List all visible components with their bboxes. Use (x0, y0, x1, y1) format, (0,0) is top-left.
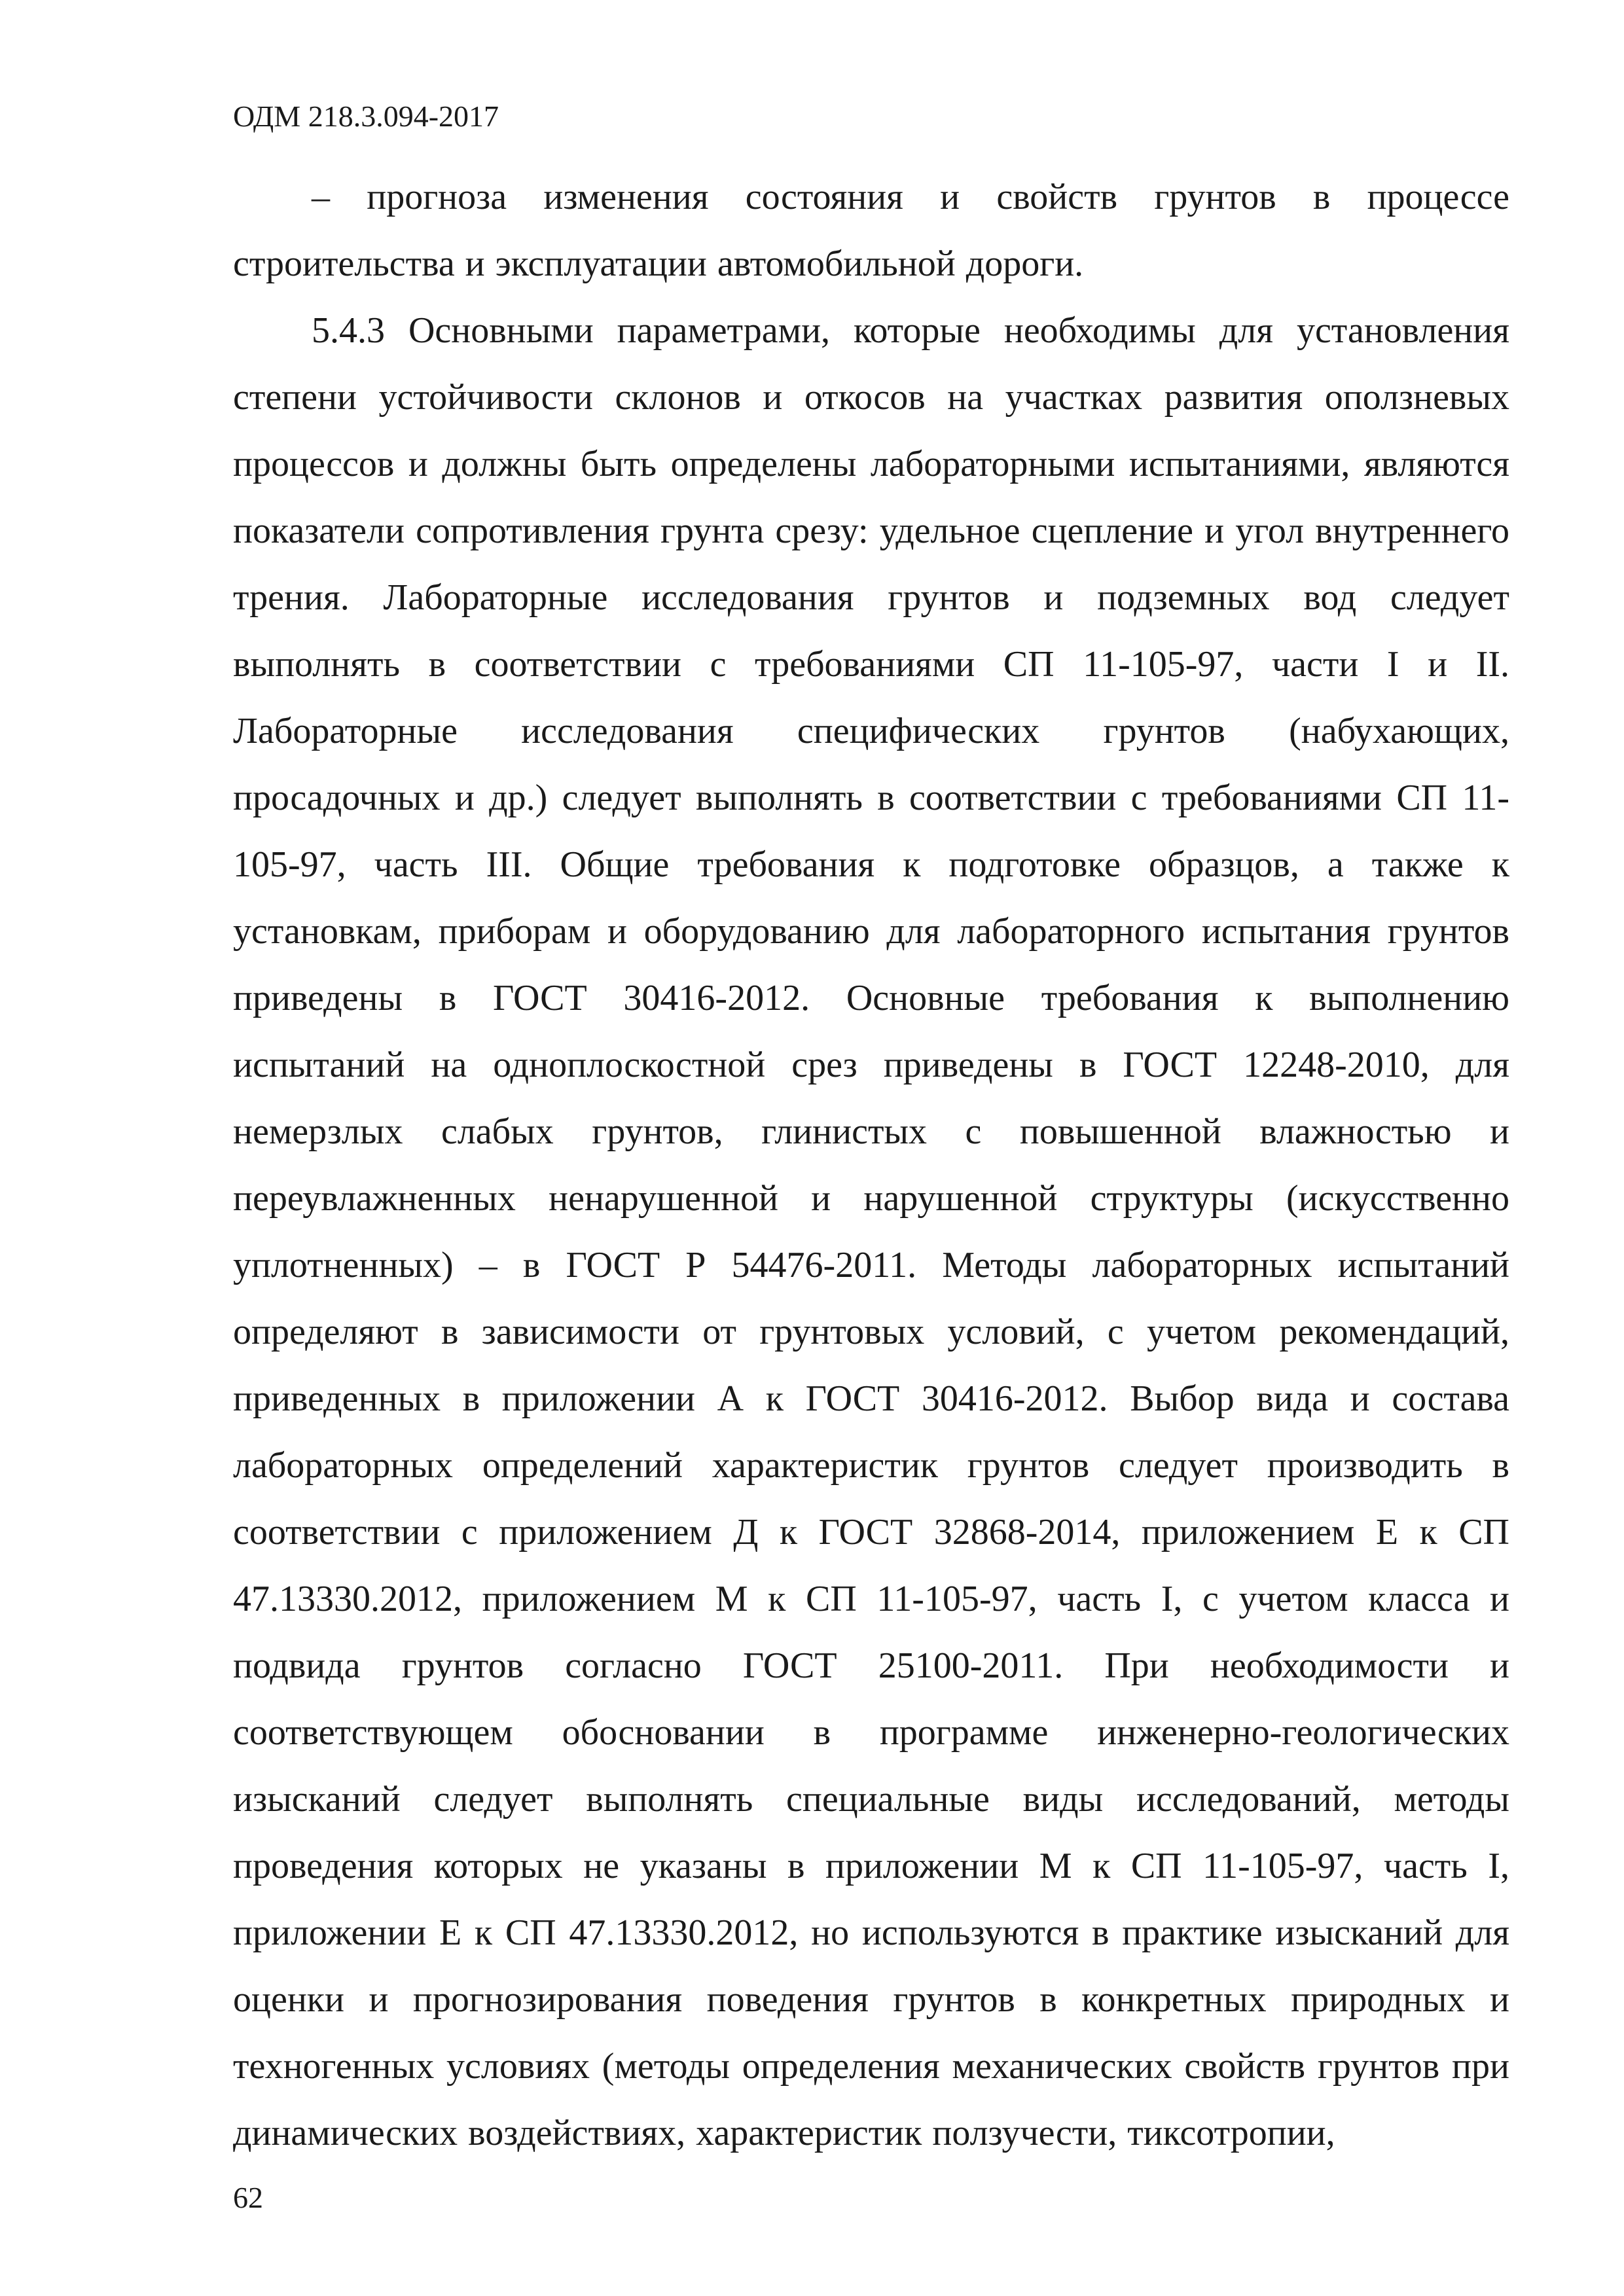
document-header: ОДМ 218.3.094-2017 (233, 99, 499, 133)
page-number: 62 (233, 2181, 263, 2214)
paragraph-5-4-3: 5.4.3 Основными параметрами, которые необходимы для установления степени устойчивости склонов и откосов на участках развития оползневых процессов и должны быть определены лабораторными испытаниями, являются показатели сопротивления грунта срезу: удельное сцепление и угол внутреннего трения. Лабораторные исследования грунтов и подземных вод следует выполнять в соответствии с требованиями СП 11-105-97, части I и II. Лабораторные исследования специфических грунтов (набухающих, просадочных и др.) следует выполнять в соответствии с требованиями СП 11-105-97, часть III. Общие требования к подготовке образцов, а также к установкам, приборам и оборудованию для лабораторного испытания грунтов приведены в ГОСТ 30416-2012. Основные требования к выполнению испытаний на одноплоскостной срез приведены в ГОСТ 12248-2010, для немерзлых слабых грунтов, глинистых с повышенной влажностью и переувлажненных ненарушенной и нарушенной структуры (искусственно уплотненных) – в ГОСТ Р 54476-2011. Методы лабораторных испытаний определяют в зависимости от грунтовых условий, с учетом рекомендаций, приведенных в приложении А к ГОСТ 30416-2012. Выбор вида и состава лабораторных определений характеристик грунтов следует производить в соответствии с приложением Д к ГОСТ 32868-2014, приложением Е к СП 47.13330.2012, приложением М к СП 11-105-97, часть I, с учетом класса и подвида грунтов согласно ГОСТ 25100-2011. При необходимости и соответствующем обосновании в программе инженерно-геологических изысканий следует выполнять специальные виды исследований, методы проведения которых не указаны в приложении М к СП 11-105-97, часть I, приложении Е к СП 47.13330.2012, но используются в практике изысканий для оценки и прогнозирования поведения грунтов в конкретных природных и техногенных условиях (методы определения механических свойств грунтов при динамических воздействиях, характеристик ползучести, тиксотропии, (233, 310, 1509, 2153)
document-body (233, 164, 1509, 2166)
paragraph-list-item: – прогноза изменения состояния и свойств грунтов в процессе строительства и эксплуатации автомобильной дороги. (233, 177, 1509, 284)
